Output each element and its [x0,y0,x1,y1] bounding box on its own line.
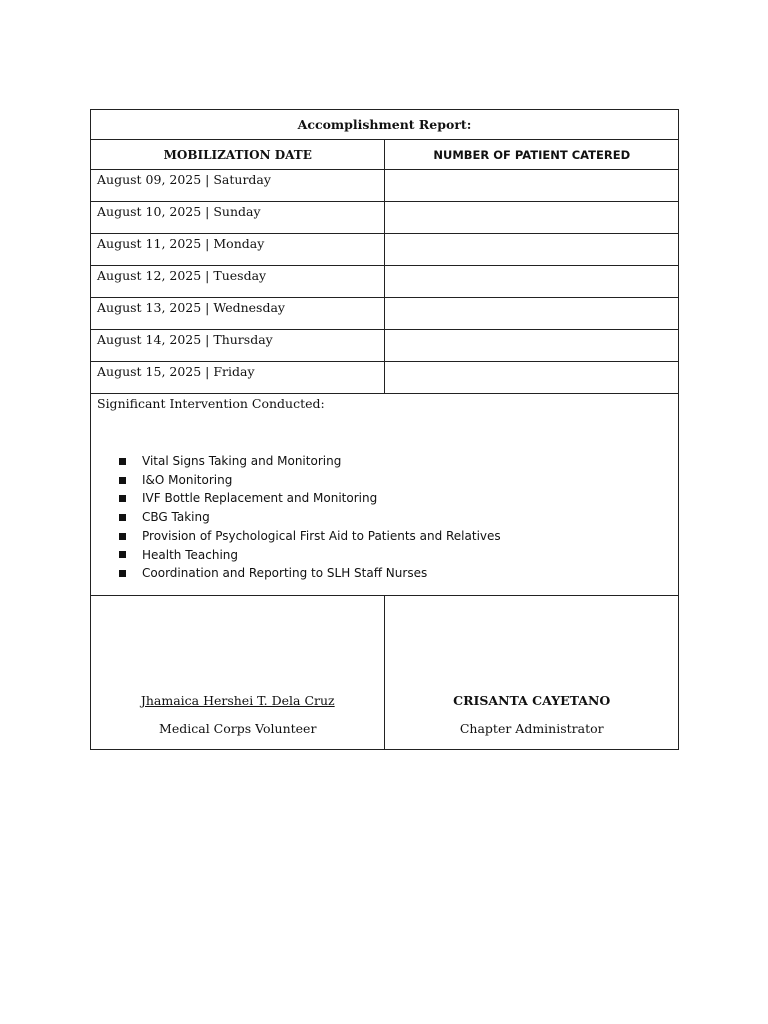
patients-cell [385,234,679,266]
volunteer-name: Jhamaica Hershei T. Dela Cruz [140,693,335,708]
date-cell: August 09, 2025 | Saturday [91,170,385,202]
administrator-signature-block [385,596,679,750]
header-row [91,140,679,170]
signature-row [91,596,679,750]
list-item [119,564,672,583]
list-item [119,508,672,527]
volunteer-role: Medical Corps Volunteer [159,721,317,736]
patients-catered-header: NUMBER OF PATIENT CATERED [385,140,679,170]
square-bullet-icon [119,533,126,540]
square-bullet-icon [119,514,126,521]
title-row [91,110,679,140]
date-cell: August 13, 2025 | Wednesday [91,298,385,330]
date-cell: August 12, 2025 | Tuesday [91,266,385,298]
date-cell: August 11, 2025 | Monday [91,234,385,266]
square-bullet-icon [119,495,126,502]
table-row [91,170,679,202]
list-item-text: Provision of Psychological First Aid to Patients and Relatives [142,528,501,543]
patients-cell [385,202,679,234]
date-cell: August 14, 2025 | Thursday [91,330,385,362]
list-item-text: IVF Bottle Replacement and Monitoring [142,491,378,506]
list-item [119,471,672,490]
list-item-text: Coordination and Reporting to SLH Staff Nurses [142,566,428,581]
list-item [119,452,672,471]
interventions-row [91,394,679,596]
square-bullet-icon [119,477,126,484]
mobilization-date-header: MOBILIZATION DATE [91,140,385,170]
volunteer-signature-block [91,596,385,750]
table-row [91,330,679,362]
square-bullet-icon [119,458,126,465]
square-bullet-icon [119,551,126,558]
list-item-text: Health Teaching [142,547,239,562]
date-cell: August 10, 2025 | Sunday [91,202,385,234]
interventions-list [97,452,672,583]
list-item [119,546,672,565]
interventions-label: Significant Intervention Conducted: [97,396,325,411]
list-item [119,489,672,508]
table-row [91,234,679,266]
patients-cell [385,298,679,330]
patients-cell [385,330,679,362]
report-title: Accomplishment Report: [91,110,679,140]
interventions-cell [91,394,679,596]
patients-cell [385,362,679,394]
accomplishment-report-table [90,109,679,750]
table-row [91,266,679,298]
table-row [91,298,679,330]
administrator-name: CRISANTA CAYETANO [453,693,611,708]
list-item [119,527,672,546]
list-item-text: Vital Signs Taking and Monitoring [142,454,342,468]
list-item-text: CBG Taking [142,510,210,525]
square-bullet-icon [119,570,126,577]
table-row [91,362,679,394]
date-cell: August 15, 2025 | Friday [91,362,385,394]
table-row [91,202,679,234]
patients-cell [385,266,679,298]
administrator-role: Chapter Administrator [459,721,604,736]
list-item-text: I&O Monitoring [142,472,233,487]
patients-cell [385,170,679,202]
